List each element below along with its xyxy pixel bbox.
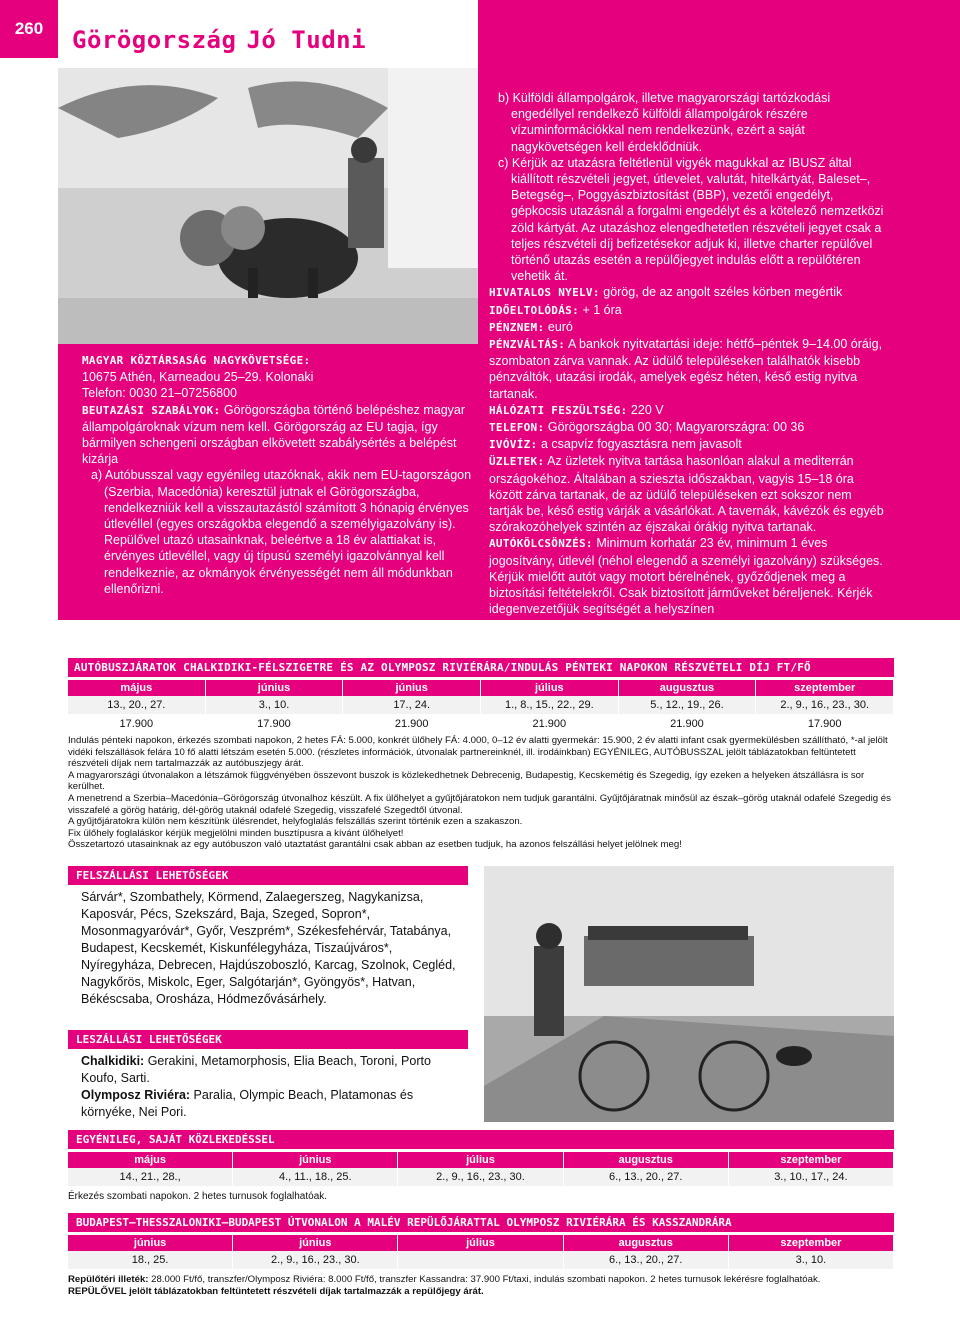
dropoff-points-body — [68, 1049, 468, 1121]
plane-price-text: jelölt táblázatokban feltüntetett részvételi díjak tartalmazzák a repülőjegy árát. — [126, 1285, 484, 1297]
chalkidiki-row — [81, 1053, 460, 1087]
bus-month-5: szeptember — [756, 680, 894, 696]
chalkidiki-text: Gerakini, Metamorphosis, Elia Beach, Toroni, Porto Koufo, Sarti. — [81, 1054, 431, 1085]
page-title — [72, 26, 366, 54]
bus-note: A magyarországi útvonalakon a létszámok függvényében összevont buszok is közlekedhetnek Debrecenig, Budapestig, Kecskemétig és Szegedig, így ezeken a helyeken átszállásra is sor kerülhet. — [68, 769, 865, 793]
plane-price-label: REPÜLŐVEL — [68, 1285, 127, 1297]
bus-price-4: 21.900 — [619, 715, 757, 733]
bus-price-1: 17.900 — [206, 715, 344, 733]
individual-travel-title: EGYÉNILEG, SAJÁT KÖZLEKEDÉSSEL — [68, 1130, 894, 1149]
water-text: a csapvíz fogyasztásra nem javasolt — [537, 437, 742, 452]
individual-month-2: július — [398, 1152, 563, 1168]
currency-row — [489, 319, 889, 336]
dropoff-points-section — [68, 1030, 468, 1121]
shops-row — [489, 453, 889, 535]
airport-fee-text: 28.000 Ft/fő, transzfer/Olymposz Riviéra: 8.000 Ft/fő, transzfer Kassandra: 37.900 Ft/taxi, indulás szombati napokon. 2 hetes turnusok lekérésre foglalhatóak. — [148, 1274, 821, 1285]
entry-rules-label: BEUTAZÁSI SZABÁLYOK: — [82, 403, 221, 417]
individual-travel-section — [68, 1130, 894, 1203]
left-text-block — [82, 352, 474, 597]
car-rental-label: AUTÓKÖLCSÖNZÉS: — [489, 537, 593, 551]
individual-dates-0: 14., 21., 28., — [68, 1168, 233, 1187]
language-label: HIVATALOS NYELV: — [489, 286, 600, 300]
flight-table — [68, 1235, 894, 1270]
shops-text: Az üzletek nyitva tartása hasonlóan alakul a mediterrán országokéhoz. Általában a szieszta időszakban, vagyis 15–18 óra között zárva tartanak, de az üdülő településeken ezt sokszor nem tartják be, késő estig várják a vásárlókat. A tavernák, kávézók és egyéb szórakozóhelyek szintén az éjszakai órákig nyitva tartanak. — [489, 454, 884, 535]
flight-dates-0: 18., 25. — [68, 1251, 233, 1270]
flight-dates-1: 2., 9., 16., 23., 30. — [233, 1251, 398, 1270]
right-text-block — [489, 90, 889, 618]
exchange-label: PÉNZVÁLTÁS: — [489, 338, 566, 352]
olymposz-label: Olymposz Riviéra: — [81, 1088, 191, 1102]
exchange-text: A bankok nyitvatartási ideje: hétfő–péntek 9–14.00 óráig, szombaton zárva vannak. Az üdülő településeken találhatók kisebb pénzváltók, utazási irodák, amelyek egész héten, késő estig nyitva tartanak. — [489, 337, 883, 401]
title-sub: Jó Tudni — [246, 26, 367, 54]
bus-month-0: május — [68, 680, 206, 696]
bus-schedule-section — [68, 658, 894, 851]
shops-label: ÜZLETEK: — [489, 455, 545, 469]
language-text: görög, de az angolt széles körben megértik — [599, 285, 843, 300]
individual-month-3: augusztus — [564, 1152, 729, 1168]
bus-note: Fix ülőhely foglaláskor kérjük megjelölni minden busztípusra a kívánt ülőhelyet! — [68, 827, 404, 839]
bus-price-2: 21.900 — [343, 715, 481, 733]
flight-month-1: június — [233, 1235, 398, 1251]
flight-dates-3: 6., 13., 20., 27. — [564, 1251, 729, 1270]
entry-rules — [82, 402, 474, 468]
flight-month-2: július — [398, 1235, 563, 1251]
airport-fee-label: Repülőtéri illeték: — [68, 1274, 149, 1285]
vendor-bicycle-photo — [484, 866, 894, 1122]
exchange-row — [489, 336, 889, 402]
bus-month-4: augusztus — [619, 680, 757, 696]
title-main: Görögország — [72, 26, 237, 54]
bus-dates-4: 5., 12., 19., 26. — [619, 696, 757, 715]
flight-title: BUDAPEST–THESSZALONIKI–BUDAPEST ÚTVONALON A MALÉV REPÜLŐJÁRATTAL OLYMPOSZ RIVIÉRÁRA ÉS KASSZANDRÁRA — [68, 1213, 894, 1232]
bus-note: A menetrend a Szerbia–Macedónia–Görögország útvonalhoz készült. A fix ülőhelyet a gyűjtőjáratokon nem tudjuk garantálni. Gyűjtőjáratnak minősül az észak–görög utaknál odafelé Szegedig és visszafelé a görög határig, dél-görög utaknál odafelé Szegedig, visszafelé Szegedtől útvonal. — [68, 792, 891, 816]
flight-month-4: szeptember — [729, 1235, 894, 1251]
voltage-text: 220 V — [627, 402, 664, 417]
bus-dates-1: 3., 10. — [206, 696, 344, 715]
bus-dates-2: 17., 24. — [343, 696, 481, 715]
voltage-label: HÁLÓZATI FESZÜLTSÉG: — [489, 403, 628, 417]
individual-dates-3: 6., 13., 20., 27. — [564, 1168, 729, 1187]
individual-month-1: június — [233, 1152, 398, 1168]
bus-price-5: 17.900 — [756, 715, 894, 733]
currency-label: PÉNZNEM: — [489, 320, 545, 334]
flight-month-3: augusztus — [564, 1235, 729, 1251]
water-row — [489, 436, 889, 453]
bus-note: Indulás pénteki napokon, érkezés szombati napokon, 2 hetes FÁ: 5.000, konkrét ülőhely FÁ: 4.000, 0–12 év alatti gyermekár: 15.900, 2 év alatti infant csak gyermekülésben szállítható, *-al jelölt vidéki felszállások felára 10 fő alatti létszám esetén 5.000. (részletes információk, útvonalak partnereinknél, ill. irodáinkban) EGYÉNILEG, AUTÓBUSSZAL jelölt táblázatokban feltüntetett részvételi díjak nem tartalmazzák az autóbuszjegy árát. — [68, 735, 888, 770]
bus-month-1: június — [206, 680, 344, 696]
car-rental-row — [489, 535, 889, 617]
entry-item-a: a) Autóbusszal vagy egyénileg utazóknak, akik nem EU-tagországon (Szerbia, Macedónia) keresztül jutnak el Görögországba, rendelkezniük kell a visszautazástól számított 3 hónapig érvényes útlevéllel (egyes országokba elegendő a személyigazolvány is). Repülővel utazó utasainknak, beleértve a 18 év alattiakat is, érvényes útlevéllel, vagy új típusú személyi igazolvánnyal kell rendelkeznie, az okmányok érvényességét nem áll módunkban ellenőrizni. — [91, 468, 472, 596]
boarding-points-title: FELSZÁLLÁSI LEHETŐSÉGEK — [68, 866, 468, 885]
telephone-label: TELEFON: — [489, 421, 545, 435]
flight-dates-2 — [398, 1251, 563, 1270]
timezone-row — [489, 302, 889, 319]
individual-month-4: szeptember — [729, 1152, 894, 1168]
bus-notes — [68, 735, 894, 851]
car-rental-text: Minimum korhatár 23 év, minimum 1 éves jogosítvány, útlevél (néhol elegendő a személyi igazolvány) szükséges. Kérjük mielőtt autót vagy motort bérelnének, győződjenek meg a biztosítási feltételekről. Csak biztosított járműveket béreljenek. Kérjék idegenvezetőjük segítségét a helyszínen — [489, 536, 883, 617]
bus-dates-0: 13., 20., 27. — [68, 696, 206, 715]
embassy-phone: Telefon: 0030 21–07256800 — [82, 386, 238, 401]
individual-dates-1: 4., 11., 18., 25. — [233, 1168, 398, 1187]
bus-dates-5: 2., 9., 16., 23., 30. — [756, 696, 894, 715]
airport-fee-row — [68, 1274, 894, 1286]
entry-item-c: c) Kérjük az utazásra feltétlenül vigyék magukkal az IBUSZ által kiállított részvételi jegyet, útlevelet, valutát, hitelkártyát, Baleset–, Betegség–, Poggyászbiztosítást (BBP), vezetői engedélyt, gépkocsis utazásnál a forgalmi engedélyt és a kötelező nemzetközi zöld kártyát. Az utazáshoz elengedhetetlen részvételi jegyet csak a teljes részvételi díj befizetésekor adjuk ki, illetve charter repülővel történő utazás esetén a repülőjegyet indulás előtt a repülőtéren vehetik át. — [498, 155, 884, 284]
flight-month-0: június — [68, 1235, 233, 1251]
embassy-address: 10675 Athén, Karneadou 25–29. Kolonaki — [82, 370, 314, 385]
timezone-label: IDŐELTOLÓDÁS: — [489, 303, 579, 317]
flight-dates-4: 3., 10. — [729, 1251, 894, 1270]
flight-section — [68, 1213, 894, 1297]
individual-dates-4: 3., 10., 17., 24. — [729, 1168, 894, 1187]
individual-month-0: május — [68, 1152, 233, 1168]
individual-travel-table — [68, 1152, 894, 1187]
boarding-points-section — [68, 866, 468, 1008]
timezone-text: + 1 óra — [579, 302, 622, 317]
telephone-row — [489, 419, 889, 436]
donkey-photo-image — [58, 68, 478, 344]
olymposz-row — [81, 1087, 460, 1121]
flight-notes — [68, 1274, 894, 1297]
entry-rules-text: Görögországba történő belépéshez magyar állampolgároknak vízum nem kell. Görögország az EU tagja, így bármilyen schengeni országban elkövetett szabálysértés a belépést kizárja — [82, 402, 466, 467]
individual-note: Érkezés szombati napokon. 2 hetes turnusok foglalhatóak. — [68, 1191, 328, 1202]
voltage-row — [489, 402, 889, 419]
bus-note: A gyűjtőjáratokra külön nem készítünk ülésrendet, helyfoglalás felszállás szerint történik ezen a szakaszon. — [68, 816, 523, 828]
embassy-label: MAGYAR KÖZTÁRSASÁG NAGYKÖVETSÉGE: — [82, 354, 311, 367]
donkey-photo — [58, 68, 478, 344]
olymposz-text: Paralia, Olympic Beach, Platamonas és környéke, Nei Pori. — [81, 1088, 414, 1119]
bus-table — [68, 680, 894, 733]
bus-dates-3: 1., 8., 15., 22., 29. — [481, 696, 619, 715]
individual-dates-2: 2., 9., 16., 23., 30. — [398, 1168, 563, 1187]
page-number: 260 — [0, 0, 58, 58]
water-label: IVÓVÍZ: — [489, 438, 538, 452]
entry-item-b: b) Külföldi állampolgárok, illetve magyarországi tartózkodási engedéllyel rendelkező külföldi állampolgárok részére vízuminformációkkal nem rendelkezünk, ezért a saját nagykövetségen kell érdeklődniük. — [498, 91, 831, 154]
boarding-points-text: Sárvár*, Szombathely, Körmend, Zalaegerszeg, Nagykanizsa, Kaposvár, Pécs, Szekszárd, Baja, Szeged, Sopron*, Mosonmagyaróvár*, Győr, Veszprém*, Székesfehérvár, Tatabánya, Budapest, Kecskemét, Kiskunfélegyháza, Tiszaújváros*, Nyíregyháza, Debrecen, Hajdúszoboszló, Karcag, Szolnok, Cegléd, Nagykőrös, Miskolc, Eger, Salgótarján*, Gyöngyös*, Hatvan, Békéscsaba, Orosháza, Hódmezővásárhely. — [81, 890, 456, 1006]
bus-price-0: 17.900 — [68, 715, 206, 733]
vendor-bicycle-photo-image — [484, 866, 894, 1122]
dropoff-points-title: LESZÁLLÁSI LEHETŐSÉGEK — [68, 1030, 468, 1049]
plane-price-row — [68, 1286, 894, 1298]
language-row — [489, 284, 889, 301]
chalkidiki-label: Chalkidiki: — [81, 1054, 145, 1068]
currency-text: euró — [544, 319, 573, 334]
bus-price-3: 21.900 — [481, 715, 619, 733]
bus-month-2: június — [343, 680, 481, 696]
bus-table-title: AUTÓBUSZJÁRATOK CHALKIDIKI-FÉLSZIGETRE ÉS AZ OLYMPOSZ RIVIÉRÁRA/INDULÁS PÉNTEKI NAPOKON RÉSZVÉTELI DÍJ FT/FŐ — [68, 658, 894, 677]
telephone-text: Görögországba 00 30; Magyarországra: 00 36 — [544, 420, 805, 435]
bus-month-3: július — [481, 680, 619, 696]
bus-note: Összetartozó utasainknak az egy autóbuszon való utaztatást garantálni csak abban az esetben tudjuk, ha azonos felszállási helyet jelölnek meg! — [68, 839, 682, 851]
